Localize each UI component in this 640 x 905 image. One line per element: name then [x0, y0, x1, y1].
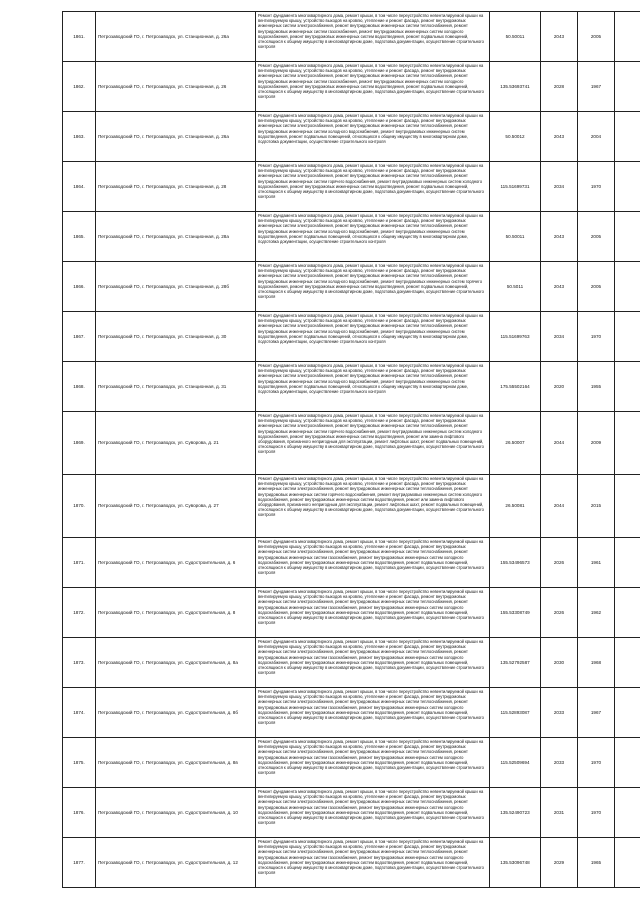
row-number-cell: 1873. — [63, 638, 96, 688]
row-number-cell: 1870. — [63, 475, 96, 538]
area-cell: 26.50007 — [490, 412, 541, 475]
address-cell: Петрозаводский ГО, г. Петрозаводск, ул. Станционная, д. 28а — [96, 212, 256, 262]
empty-cell — [615, 312, 640, 362]
planned-year-cell: 2034 — [541, 162, 578, 212]
table-row — [63, 162, 640, 212]
address-cell: Петрозаводский ГО, г. Петрозаводск, ул. Суворова, д. 21 — [96, 412, 256, 475]
address-cell: Петрозаводский ГО, г. Петрозаводск, ул. Судостроительная, д. 8в — [96, 738, 256, 788]
empty-cell — [615, 638, 640, 688]
address-cell: Петрозаводский ГО, г. Петрозаводск, ул. Станционная, д. 28 — [96, 162, 256, 212]
planned-year-cell: 2028 — [541, 62, 578, 112]
built-year-cell: 1970 — [578, 738, 615, 788]
row-number-cell: 1872. — [63, 588, 96, 638]
row-number-cell: 1864. — [63, 162, 96, 212]
works-list-cell: Ремонт фундамента многоквартирного дома, ремонт крыши, в том числе переустройство невентилируемой крыши на вентилируемую крышу, устройство выходов на кровлю, утепление и ремонт фасада, ремонт внутридомовых инженерных систем электроснабжения, ремонт внутридомовых инженерных систем теплоснабжения, ремонт внутридомовых инженерных систем холодного водоснабжения, ремонт внутридомовых инженерных систем водоотведения, ремонт подвальных помещений, относящихся к общему имуществу в многоквартирном доме, подготовка документации, осуществление строительного контроля — [256, 362, 490, 412]
area-cell: 135.52792587 — [490, 638, 541, 688]
row-number-cell: 1861. — [63, 12, 96, 62]
built-year-cell: 2005 — [578, 262, 615, 312]
planned-year-cell: 2034 — [541, 312, 578, 362]
area-cell: 50.50011 — [490, 12, 541, 62]
empty-cell — [615, 538, 640, 588]
row-number-cell: 1866. — [63, 262, 96, 312]
area-cell: 50.5011 — [490, 262, 541, 312]
area-cell: 135.53693741 — [490, 62, 541, 112]
housing-repair-table — [62, 11, 629, 888]
address-cell: Петрозаводский ГО, г. Петрозаводск, ул. Станционная, д. 28б — [96, 262, 256, 312]
table-row — [63, 212, 640, 262]
planned-year-cell: 2026 — [541, 538, 578, 588]
empty-cell — [615, 162, 640, 212]
works-list-cell: Ремонт фундамента многоквартирного дома, ремонт крыши, в том числе переустройство невентилируемой крыши на вентилируемую крышу, устройство выходов на кровлю, утепление и ремонт фасада, ремонт внутридомовых инженерных систем электроснабжения, ремонт внутридомовых инженерных систем теплоснабжения, ремонт внутридомовых инженерных систем холодного водоснабжения, ремонт внутридомовых инженерных систем водоотведения, ремонт подвальных помещений, относящихся к общему имуществу в многоквартирном доме, подготовка документации, осуществление строительного контроля — [256, 212, 490, 262]
works-list-cell: Ремонт фундамента многоквартирного дома, ремонт крыши, в том числе переустройство невентилируемой крыши на вентилируемую крышу, устройство выходов на кровлю, утепление и ремонт фасада, ремонт внутридомовых инженерных систем электроснабжения, ремонт внутридомовых инженерных систем теплоснабжения, ремонт внутридомовых инженерных систем газоснабжения, ремонт внутридомовых инженерных систем холодного водоснабжения, ремонт внутридомовых инженерных систем водоотведения, ремонт подвальных помещений, относящихся к общему имуществу в многоквартирном доме, подготовка документации, осуществление строительного контроля — [256, 588, 490, 638]
built-year-cell: 2015 — [578, 475, 615, 538]
table-row — [63, 688, 640, 738]
table-row — [63, 738, 640, 788]
area-cell: 135.53096748 — [490, 838, 541, 888]
area-cell: 155.53496573 — [490, 538, 541, 588]
table-row — [63, 588, 640, 638]
works-list-cell: Ремонт фундамента многоквартирного дома, ремонт крыши, в том числе переустройство невентилируемой крыши на вентилируемую крышу, устройство выходов на кровлю, утепление и ремонт фасада, ремонт внутридомовых инженерных систем электроснабжения, ремонт внутридомовых инженерных систем теплоснабжения, ремонт внутридомовых инженерных систем газоснабжения, ремонт внутридомовых инженерных систем холодного водоснабжения, ремонт внутридомовых инженерных систем водоотведения, ремонт подвальных помещений, относящихся к общему имуществу в многоквартирном доме, подготовка документации, осуществление строительного контроля — [256, 688, 490, 738]
planned-year-cell: 2033 — [541, 688, 578, 738]
empty-cell — [615, 262, 640, 312]
table-row — [63, 12, 640, 62]
built-year-cell: 1968 — [578, 638, 615, 688]
works-list-cell: Ремонт фундамента многоквартирного дома, ремонт крыши, в том числе переустройство невентилируемой крыши на вентилируемую крышу, устройство выходов на кровлю, утепление и ремонт фасада, ремонт внутридомовых инженерных систем электроснабжения, ремонт внутридомовых инженерных систем теплоснабжения, ремонт внутридомовых инженерных систем газоснабжения, ремонт внутридомовых инженерных систем холодного водоснабжения, ремонт внутридомовых инженерных систем водоотведения, ремонт подвальных помещений, относящихся к общему имуществу в многоквартирном доме, подготовка документации, осуществление строительного контроля — [256, 62, 490, 112]
works-list-cell: Ремонт фундамента многоквартирного дома, ремонт крыши, в том числе переустройство невентилируемой крыши на вентилируемую крышу, устройство выходов на кровлю, утепление и ремонт фасада, ремонт внутридомовых инженерных систем электроснабжения, ремонт внутридомовых инженерных систем теплоснабжения, ремонт внутридомовых инженерных систем газоснабжения, ремонт внутридомовых инженерных систем холодного водоснабжения, ремонт внутридомовых инженерных систем водоотведения, ремонт подвальных помещений, относящихся к общему имуществу в многоквартирном доме, подготовка документации, осуществление строительного контроля — [256, 738, 490, 788]
works-list-cell: Ремонт фундамента многоквартирного дома, ремонт крыши, в том числе переустройство невентилируемой крыши на вентилируемую крышу, устройство выходов на кровлю, утепление и ремонт фасада, ремонт внутридомовых инженерных систем электроснабжения, ремонт внутридомовых инженерных систем теплоснабжения, ремонт внутридомовых инженерных систем газоснабжения, ремонт внутридомовых инженерных систем холодного водоснабжения, ремонт внутридомовых инженерных систем водоотведения, ремонт подвальных помещений, относящихся к общему имуществу в многоквартирном доме, подготовка документации, осуществление строительного контроля — [256, 838, 490, 888]
address-cell: Петрозаводский ГО, г. Петрозаводск, ул. Судостроительная, д. 8а — [96, 638, 256, 688]
row-number-cell: 1874. — [63, 688, 96, 738]
planned-year-cell: 2030 — [541, 638, 578, 688]
area-cell: 50.50011 — [490, 212, 541, 262]
empty-cell — [615, 688, 640, 738]
row-number-cell: 1868. — [63, 362, 96, 412]
row-number-cell: 1862. — [63, 62, 96, 112]
built-year-cell: 1970 — [578, 312, 615, 362]
table-row — [63, 412, 640, 475]
table-row — [63, 838, 640, 888]
empty-cell — [615, 412, 640, 475]
built-year-cell: 1962 — [578, 588, 615, 638]
row-number-cell: 1875. — [63, 738, 96, 788]
address-cell: Петрозаводский ГО, г. Петрозаводск, ул. Суворова, д. 27 — [96, 475, 256, 538]
address-cell: Петрозаводский ГО, г. Петрозаводск, ул. Судостроительная, д. 6 — [96, 538, 256, 588]
table-row — [63, 638, 640, 688]
built-year-cell: 1961 — [578, 538, 615, 588]
empty-cell — [615, 588, 640, 638]
works-list-cell: Ремонт фундамента многоквартирного дома, ремонт крыши, в том числе переустройство невентилируемой крыши на вентилируемую крышу, устройство выходов на кровлю, утепление и ремонт фасада, ремонт внутридомовых инженерных систем электроснабжения, ремонт внутридомовых инженерных систем теплоснабжения, ремонт внутридомовых инженерных систем газоснабжения, ремонт внутридомовых инженерных систем холодного водоснабжения, ремонт внутридомовых инженерных систем водоотведения, ремонт подвальных помещений, относящихся к общему имуществу в многоквартирном доме, подготовка документации, осуществление строительного контроля — [256, 638, 490, 688]
table-row — [63, 312, 640, 362]
works-list-cell: Ремонт фундамента многоквартирного дома, ремонт крыши, в том числе переустройство невентилируемой крыши на вентилируемую крышу, устройство выходов на кровлю, утепление и ремонт фасада, ремонт внутридомовых инженерных систем электроснабжения, ремонт внутридомовых инженерных систем теплоснабжения, ремонт внутридомовых инженерных систем газоснабжения, ремонт внутридомовых инженерных систем холодного водоснабжения, ремонт внутридомовых инженерных систем водоотведения, ремонт подвальных помещений, относящихся к общему имуществу в многоквартирном доме, подготовка документации, осуществление строительного контроля — [256, 538, 490, 588]
row-number-cell: 1871. — [63, 538, 96, 588]
planned-year-cell: 2043 — [541, 12, 578, 62]
area-cell: 115.52509694 — [490, 738, 541, 788]
table-row — [63, 475, 640, 538]
works-list-cell: Ремонт фундамента многоквартирного дома, ремонт крыши, в том числе переустройство невентилируемой крыши на вентилируемую крышу, устройство выходов на кровлю, утепление и ремонт фасада, ремонт внутридомовых инженерных систем электроснабжения, ремонт внутридомовых инженерных систем теплоснабжения, ремонт внутридомовых инженерных систем газоснабжения, ремонт внутридомовых инженерных систем холодного водоснабжения, ремонт внутридомовых инженерных систем водоотведения, ремонт подвальных помещений, относящихся к общему имуществу в многоквартирном доме, подготовка документации, осуществление строительного контроля — [256, 12, 490, 62]
works-list-cell: Ремонт фундамента многоквартирного дома, ремонт крыши, в том числе переустройство невентилируемой крыши на вентилируемую крышу, устройство выходов на кровлю, утепление и ремонт фасада, ремонт внутридомовых инженерных систем электроснабжения, ремонт внутридомовых инженерных систем теплоснабжения, ремонт внутридомовых инженерных систем газоснабжения, ремонт внутридомовых инженерных систем холодного водоснабжения, ремонт внутридомовых инженерных систем водоотведения, ремонт подвальных помещений, относящихся к общему имуществу в многоквартирном доме, подготовка документации, осуществление строительного контроля — [256, 788, 490, 838]
row-number-cell: 1867. — [63, 312, 96, 362]
empty-cell — [615, 838, 640, 888]
row-number-cell: 1869. — [63, 412, 96, 475]
empty-cell — [615, 212, 640, 262]
row-number-cell: 1863. — [63, 112, 96, 162]
table-row — [63, 262, 640, 312]
planned-year-cell: 2033 — [541, 738, 578, 788]
empty-cell — [615, 362, 640, 412]
empty-cell — [615, 788, 640, 838]
table-row — [63, 788, 640, 838]
table-body — [63, 12, 640, 888]
works-list-cell: Ремонт фундамента многоквартирного дома, ремонт крыши, в том числе переустройство невентилируемой крыши на вентилируемую крышу, устройство выходов на кровлю, утепление и ремонт фасада, ремонт внутридомовых инженерных систем электроснабжения, ремонт внутридомовых инженерных систем теплоснабжения, ремонт внутридомовых инженерных систем холодного водоснабжения, ремонт внутридомовых инженерных систем горячего водоснабжения, ремонт внутридомовых инженерных систем водоотведения, ремонт подвальных помещений, относящихся к общему имуществу в многоквартирном доме, подготовка документации, осуществление строительного контроля — [256, 262, 490, 312]
built-year-cell: 1967 — [578, 688, 615, 738]
built-year-cell: 2005 — [578, 12, 615, 62]
built-year-cell: 1970 — [578, 788, 615, 838]
area-cell: 175.55502164 — [490, 362, 541, 412]
works-list-cell: Ремонт фундамента многоквартирного дома, ремонт крыши, в том числе переустройство невентилируемой крыши на вентилируемую крышу, устройство выходов на кровлю, утепление и ремонт фасада, ремонт внутридомовых инженерных систем электроснабжения, ремонт внутридомовых инженерных систем теплоснабжения, ремонт внутридомовых инженерных систем холодного водоснабжения, ремонт внутридомовых инженерных систем водоотведения, ремонт подвальных помещений, относящихся к общему имуществу в многоквартирном доме, подготовка документации, осуществление строительного контроля — [256, 312, 490, 362]
address-cell: Петрозаводский ГО, г. Петрозаводск, ул. Станционная, д. 26а — [96, 12, 256, 62]
works-list-cell: Ремонт фундамента многоквартирного дома, ремонт крыши, в том числе переустройство невентилируемой крыши на вентилируемую крышу, устройство выходов на кровлю, утепление и ремонт фасада, ремонт внутридомовых инженерных систем электроснабжения, ремонт внутридомовых инженерных систем теплоснабжения, ремонт внутридомовых инженерных систем горячего водоснабжения, ремонт внутридомовых инженерных систем холодного водоснабжения, ремонт внутридомовых инженерных систем водоотведения, ремонт или замена лифтового оборудования, признанного непригодным для эксплуатации, ремонт лифтовых шахт, ремонт подвальных помещений, относящихся к общему имуществу в многоквартирном доме, подготовка документации, осуществление строительного контроля — [256, 412, 490, 475]
empty-cell — [615, 475, 640, 538]
table-row — [63, 362, 640, 412]
works-list-cell: Ремонт фундамента многоквартирного дома, ремонт крыши, в том числе переустройство невентилируемой крыши на вентилируемую крышу, устройство выходов на кровлю, утепление и ремонт фасада, ремонт внутридомовых инженерных систем электроснабжения, ремонт внутридомовых инженерных систем теплоснабжения, ремонт внутридомовых инженерных систем горячего водоснабжения, ремонт внутридомовых инженерных систем холодного водоснабжения, ремонт внутридомовых инженерных систем водоотведения, ремонт или замена лифтового оборудования, признанного непригодным для эксплуатации, ремонт лифтовых шахт, ремонт подвальных помещений, относящихся к общему имуществу в многоквартирном доме, подготовка документации, осуществление строительного контроля — [256, 475, 490, 538]
planned-year-cell: 2043 — [541, 262, 578, 312]
built-year-cell: 2009 — [578, 412, 615, 475]
planned-year-cell: 2029 — [541, 838, 578, 888]
works-list-cell: Ремонт фундамента многоквартирного дома, ремонт крыши, в том числе переустройство невентилируемой крыши на вентилируемую крышу, устройство выходов на кровлю, утепление и ремонт фасада, ремонт внутридомовых инженерных систем электроснабжения, ремонт внутридомовых инженерных систем теплоснабжения, ремонт внутридомовых инженерных систем холодного водоснабжения, ремонт внутридомовых инженерных систем водоотведения, ремонт подвальных помещений, относящихся к общему имуществу в многоквартирном доме, подготовка документации, осуществление строительного контроля — [256, 112, 490, 162]
built-year-cell: 1965 — [578, 838, 615, 888]
empty-cell — [615, 62, 640, 112]
planned-year-cell: 2043 — [541, 112, 578, 162]
planned-year-cell: 2044 — [541, 475, 578, 538]
built-year-cell: 1970 — [578, 162, 615, 212]
planned-year-cell: 2044 — [541, 412, 578, 475]
empty-cell — [615, 12, 640, 62]
row-number-cell: 1877. — [63, 838, 96, 888]
address-cell: Петрозаводский ГО, г. Петрозаводск, ул. Станционная, д. 31 — [96, 362, 256, 412]
table-row — [63, 538, 640, 588]
table — [62, 11, 640, 888]
planned-year-cell: 2026 — [541, 588, 578, 638]
address-cell: Петрозаводский ГО, г. Петрозаводск, ул. Судостроительная, д. 10 — [96, 788, 256, 838]
area-cell: 115.52893087 — [490, 688, 541, 738]
planned-year-cell: 2043 — [541, 212, 578, 262]
built-year-cell: 2004 — [578, 112, 615, 162]
table-row — [63, 62, 640, 112]
address-cell: Петрозаводский ГО, г. Петрозаводск, ул. Судостроительная, д. 12 — [96, 838, 256, 888]
area-cell: 115.51699763 — [490, 312, 541, 362]
address-cell: Петрозаводский ГО, г. Петрозаводск, ул. Судостроительная, д. 8 — [96, 588, 256, 638]
address-cell: Петрозаводский ГО, г. Петрозаводск, ул. Станционная, д. 26а — [96, 112, 256, 162]
address-cell: Петрозаводский ГО, г. Петрозаводск, ул. Станционная, д. 26 — [96, 62, 256, 112]
empty-cell — [615, 112, 640, 162]
row-number-cell: 1865. — [63, 212, 96, 262]
area-cell: 135.52490723 — [490, 788, 541, 838]
built-year-cell: 2005 — [578, 212, 615, 262]
area-cell: 26.50081 — [490, 475, 541, 538]
empty-cell — [615, 738, 640, 788]
built-year-cell: 1967 — [578, 62, 615, 112]
planned-year-cell: 2020 — [541, 362, 578, 412]
built-year-cell: 1955 — [578, 362, 615, 412]
area-cell: 155.53308749 — [490, 588, 541, 638]
planned-year-cell: 2031 — [541, 788, 578, 838]
area-cell: 50.50012 — [490, 112, 541, 162]
area-cell: 115.51699731 — [490, 162, 541, 212]
row-number-cell: 1876. — [63, 788, 96, 838]
works-list-cell: Ремонт фундамента многоквартирного дома, ремонт крыши, в том числе переустройство невентилируемой крыши на вентилируемую крышу, устройство выходов на кровлю, утепление и ремонт фасада, ремонт внутридомовых инженерных систем электроснабжения, ремонт внутридомовых инженерных систем теплоснабжения, ремонт внутридомовых инженерных систем горячего водоснабжения, ремонт внутридомовых инженерных систем холодного водоснабжения, ремонт внутридомовых инженерных систем водоотведения, ремонт подвальных помещений, относящихся к общему имуществу в многоквартирном доме, подготовка документации, осуществление строительного контроля — [256, 162, 490, 212]
address-cell: Петрозаводский ГО, г. Петрозаводск, ул. Станционная, д. 30 — [96, 312, 256, 362]
address-cell: Петрозаводский ГО, г. Петрозаводск, ул. Судостроительная, д. 8б — [96, 688, 256, 738]
table-row — [63, 112, 640, 162]
